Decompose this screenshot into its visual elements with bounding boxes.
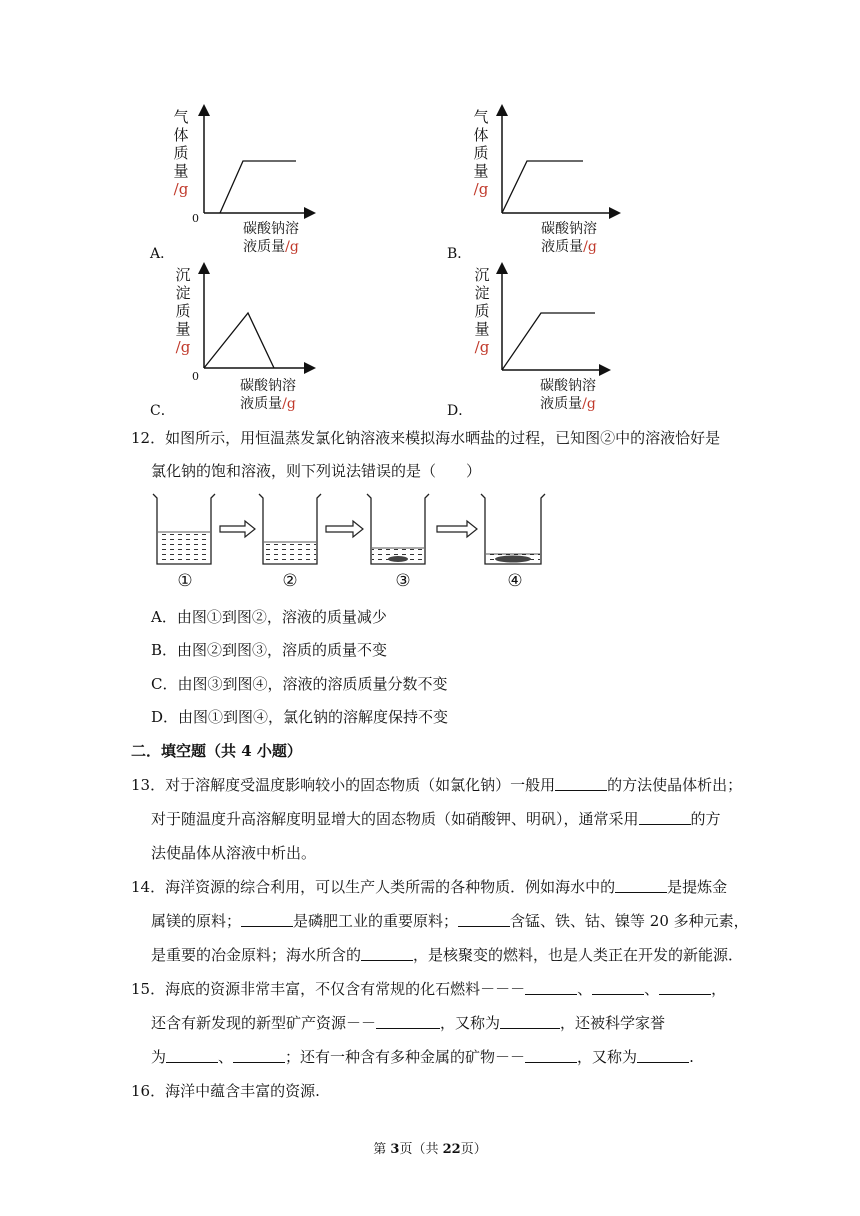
q12-option-c: C．由图③到图④，溶液的溶质质量分数不变 [151,675,448,693]
evaporation-beakers [145,492,565,572]
graph-a-xlabel: 碳酸钠溶 液质量/g [243,221,299,255]
graph-d-ylabel: 沉 淀 质 量 /g [474,266,490,356]
q12-option-d: D．由图①到图④，氯化钠的溶解度保持不变 [151,708,449,726]
q15-blank-3[interactable] [659,980,711,995]
q15-blank-9[interactable] [637,1048,689,1063]
q13-line1: 13．对于溶解度受温度影响较小的固态物质（如氯化钠）一般用 的方法使晶体析出； [131,776,743,794]
page-footer: 第 3页（共 22页） [373,1142,487,1157]
graph-d-option-label: D． [447,403,473,419]
q14-line2: 属镁的原料； 是磷肥工业的重要原料； 含锰、铁、钴、镍等 20 多种元素， [151,912,749,930]
graph-c-xlabel: 碳酸钠溶 液质量/g [240,378,296,412]
graph-b [447,100,697,260]
q15-blank-5[interactable] [500,1014,560,1029]
q12-option-b: B．由图②到图③，溶质的质量不变 [151,641,388,659]
graph-c-ylabel: 沉 淀 质 量 /g [175,266,191,356]
graph-b-xlabel: 碳酸钠溶 液质量/g [541,221,597,255]
q14-line1: 14．海洋资源的综合利用，可以生产人类所需的各种物质．例如海水中的 是提炼金 [131,878,728,896]
graph-a-ylabel: 气 体 质 量 /g [173,108,189,198]
q15-blank-6[interactable] [166,1048,218,1063]
q14-blank-1[interactable] [615,878,667,893]
beaker-label-4: ④ [507,571,523,591]
q16-line1: 16．海洋中蕴含丰富的资源. [131,1082,320,1100]
q15-blank-1[interactable] [525,980,577,995]
beaker-3 [367,494,429,564]
page-number: 3 [390,1142,400,1157]
page-total: 22 [442,1142,461,1157]
q15-line3: 为 、 ；还有一种含有多种金属的矿物－－ ，又称为 . [151,1048,694,1066]
beaker-label-2: ② [282,571,298,591]
q15-blank-7[interactable] [233,1048,285,1063]
q13-line2: 对于随温度升高溶解度明显增大的固态物质（如硝酸钾、明矾），通常采用 的方 [151,810,721,828]
q13-line3: 法使晶体从溶液中析出。 [151,844,317,862]
graph-b-option-label: B． [447,246,472,262]
beaker-2 [259,494,321,564]
graph-d [447,262,697,422]
q14-blank-2[interactable] [241,912,293,927]
q12-line1: 12．如图所示，用恒温蒸发氯化钠溶液来模拟海水晒盐的过程，已知图②中的溶液恰好是 [131,429,721,447]
q15-line2: 还含有新发现的新型矿产资源－－ ，又称为 ，还被科学家誉 [151,1014,666,1032]
graph-b-ylabel: 气 体 质 量 /g [473,108,489,198]
q14-blank-3[interactable] [458,912,510,927]
graph-a [150,100,400,260]
beaker-label-1: ① [177,571,193,591]
q15-line1: 15．海底的资源非常丰富，不仅含有常规的化石燃料－－－ 、 、 ， [131,980,727,998]
arrow-3 [437,521,477,537]
q14-line3: 是重要的冶金原料；海水所含的 ，是核聚变的燃料，也是人类正在开发的新能源． [151,946,744,964]
q15-blank-4[interactable] [376,1014,440,1029]
q13-blank-2[interactable] [639,810,691,825]
q12-option-a: A．由图①到图②，溶液的质量减少 [151,608,387,626]
beaker-1 [153,494,215,564]
q15-blank-2[interactable] [592,980,644,995]
q12-line2: 氯化钠的饱和溶液，则下列说法错误的是（ ） [151,462,482,480]
q15-blank-8[interactable] [525,1048,577,1063]
graph-c-origin: 0 [192,370,199,383]
graph-a-option-label: A． [150,246,175,262]
graph-a-origin: 0 [192,212,199,225]
arrow-1 [220,521,255,537]
arrow-2 [326,521,363,537]
beaker-label-3: ③ [395,571,411,591]
graph-c [150,262,400,422]
section-title: 二．填空题（共 4 小题） [131,742,302,760]
q13-blank-1[interactable] [555,776,607,791]
beaker-4 [481,494,545,564]
graph-c-option-label: C． [150,403,175,419]
q14-blank-4[interactable] [361,946,413,961]
graph-d-xlabel: 碳酸钠溶 液质量/g [540,378,596,412]
